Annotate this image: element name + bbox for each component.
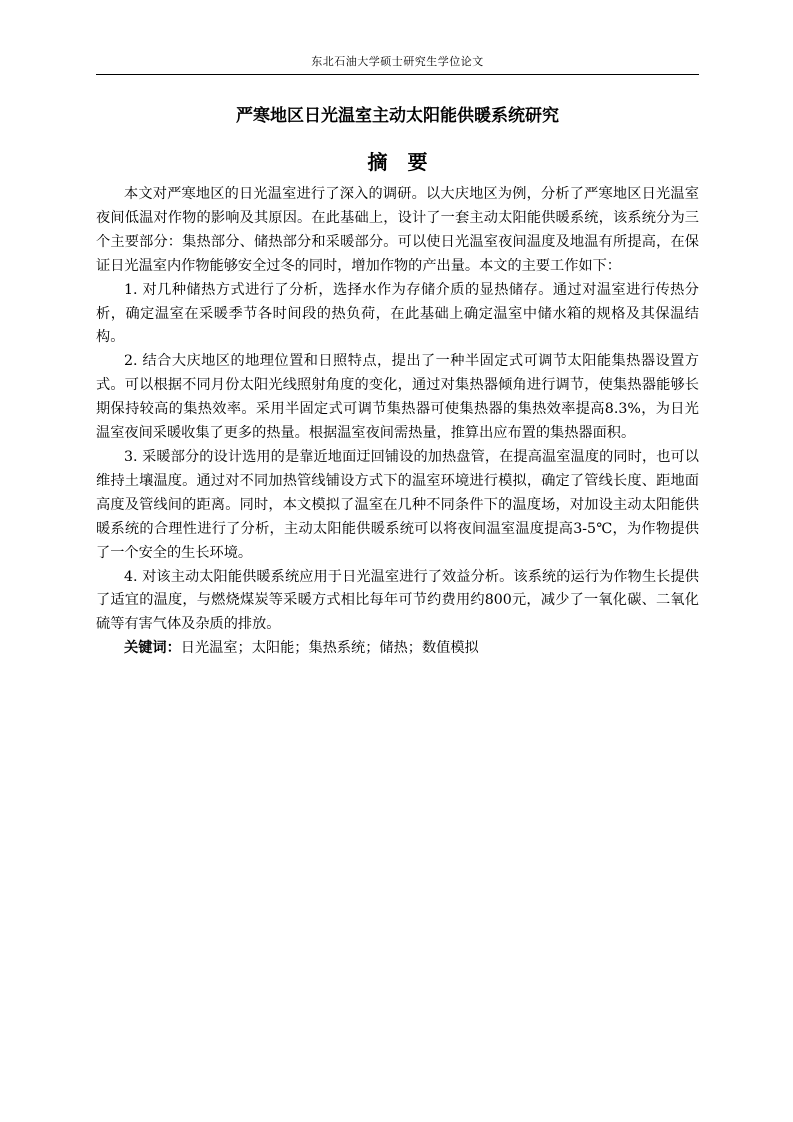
abstract-paragraph-intro: 本文对严寒地区的日光温室进行了深入的调研。以大庆地区为例，分析了严寒地区日光温室夜间低温对作物的影响及其原因。在此基础上，设计了一套主动太阳能供暖系统，该系统分为三个主要部分：集热部分、储热部分和采暖部分。可以使日光温室夜间温度及地温有所提高，在保证日光温室内作物能够安全过冬的同时，增加作物的产出量。本文的主要工作如下： [96,186,699,274]
abstract-heading: 摘要 [367,150,448,174]
abstract-paragraph-2: 2. 结合大庆地区的地理位置和日照特点，提出了一种半固定式可调节太阳能集热器设置方式。可以根据不同月份太阳光线照射角度的变化，通过对集热器倾角进行调节，使集热器能够长期保持较高的集热效率。采用半固定式可调节集热器可使集热器的集热效率提高8.3%，为日光温室夜间采暖收集了更多的热量。根据温室夜间需热量，推算出应布置的集热器面积。 [96,353,699,442]
keywords-text: 日光温室；太阳能；集热系统；储热；数值模拟 [180,640,479,657]
keywords-line [96,637,699,661]
abstract-body [96,183,699,661]
paper-title: 严寒地区日光温室主动太阳能供暖系统研究 [236,106,559,126]
abstract-paragraph-1: 1. 对几种储热方式进行了分析，选择水作为存储介质的显热储存。通过对温室进行传热分析，确定温室在采暖季节各时间段的热负荷，在此基础上确定温室中储水箱的规格及其保温结构。 [96,281,699,346]
abstract-paragraph-3: 3. 采暖部分的设计选用的是靠近地面迂回铺设的加热盘管，在提高温室温度的同时，也可以维持土壤温度。通过对不同加热管线铺设方式下的温室环境进行模拟，确定了管线长度、距地面高度及管线间的距离。同时，本文模拟了温室在几种不同条件下的温度场，对加设主动太阳能供暖系统的合理性进行了分析，主动太阳能供暖系统可以将夜间温室温度提高3-5℃，为作物提供了一个安全的生长环境。 [96,448,699,561]
abstract-paragraph-4: 4. 对该主动太阳能供暖系统应用于日光温室进行了效益分析。该系统的运行为作物生长提供了适宜的温度，与燃烧煤炭等采暖方式相比每年可节约费用约800元，减少了一氧化碳、二氧化硫等有害气体及杂质的排放。 [96,568,699,633]
running-header: 东北石油大学硕士研究生学位论文 [311,55,484,68]
header-rule [96,74,699,75]
keywords-label: 关键词： [124,640,181,657]
